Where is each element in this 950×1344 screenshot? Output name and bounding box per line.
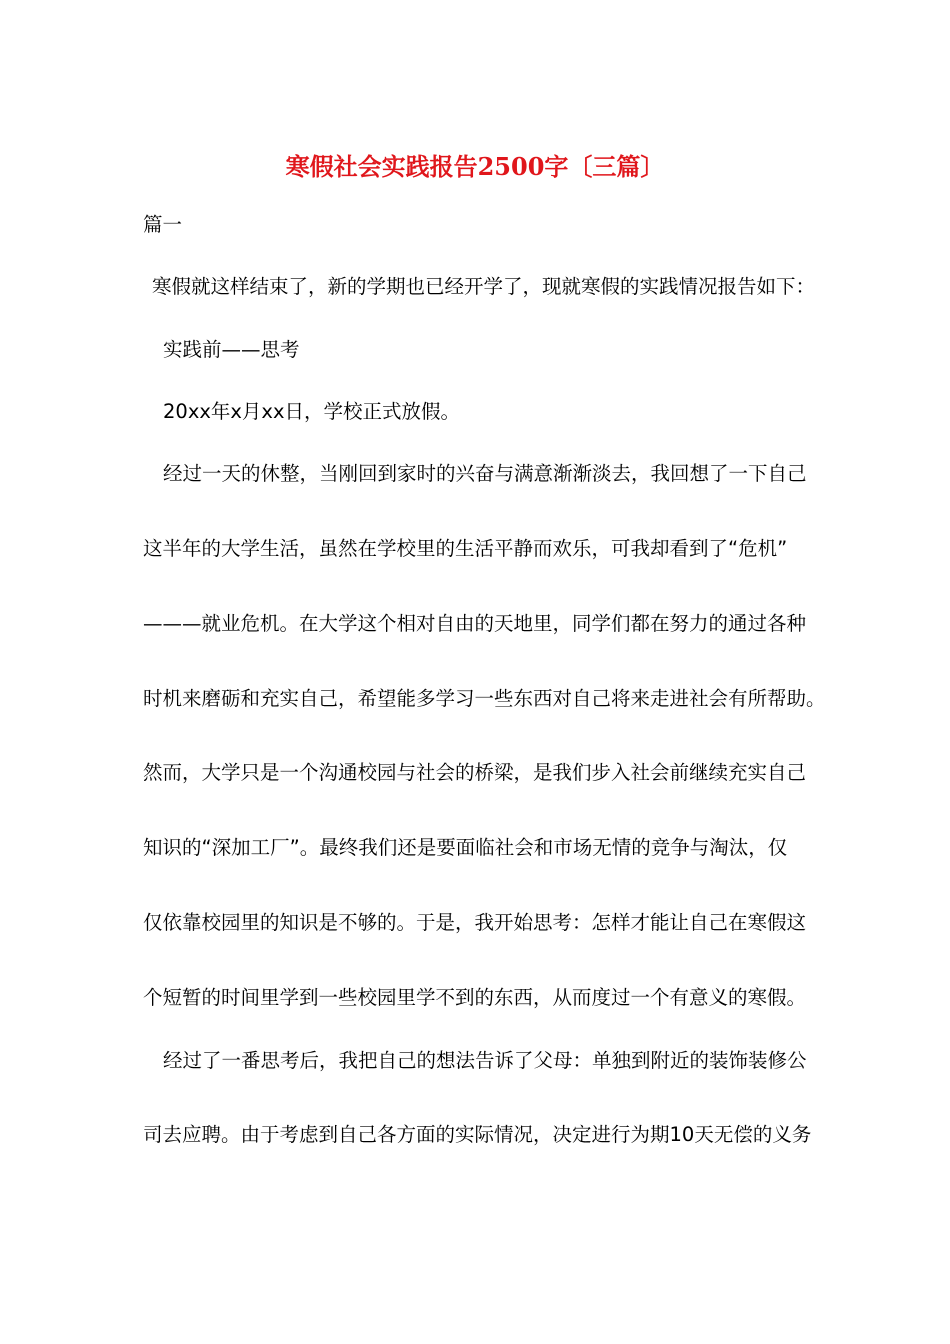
paragraph-line: 仅依靠校园里的知识是不够的。于是，我开始思考：怎样才能让自己在寒假这 <box>143 911 807 934</box>
document-title: 寒假社会实践报告2500字〔三篇〕 <box>285 152 665 181</box>
paragraph-line: 经过了一番思考后，我把自己的想法告诉了父母：单独到附近的装饰装修公 <box>163 1049 807 1072</box>
paragraph-line: 知识的“深加工厂”。最终我们还是要面临社会和市场无情的竞争与淘汰，仅 <box>143 836 788 859</box>
paragraph-line: 寒假就这样结束了，新的学期也已经开学了，现就寒假的实践情况报告如下： <box>152 275 816 298</box>
paragraph-line: 这半年的大学生活，虽然在学校里的生活平静而欢乐，可我却看到了“危机” <box>143 537 788 560</box>
paragraph-line: 实践前——思考 <box>163 338 300 361</box>
paragraph-line: 时机来磨砺和充实自己，希望能多学习一些东西对自己将来走进社会有所帮助。 <box>143 687 826 710</box>
paragraph-line: ———就业危机。在大学这个相对自由的天地里，同学们都在努力的通过各种 <box>143 612 807 635</box>
paragraph-line: 20xx年x月xx日，学校正式放假。 <box>163 400 461 423</box>
paragraph-line: 司去应聘。由于考虑到自己各方面的实际情况，决定进行为期10天无偿的义务 <box>143 1123 812 1146</box>
paragraph-line: 个短暂的时间里学到一些校园里学不到的东西，从而度过一个有意义的寒假。 <box>143 986 807 1009</box>
paragraph-line: 然而，大学只是一个沟通校园与社会的桥梁，是我们步入社会前继续充实自己 <box>143 761 807 784</box>
paragraph-line: 经过一天的休整，当刚回到家时的兴奋与满意渐渐淡去，我回想了一下自己 <box>163 462 807 485</box>
section-label: 篇一 <box>143 213 183 236</box>
